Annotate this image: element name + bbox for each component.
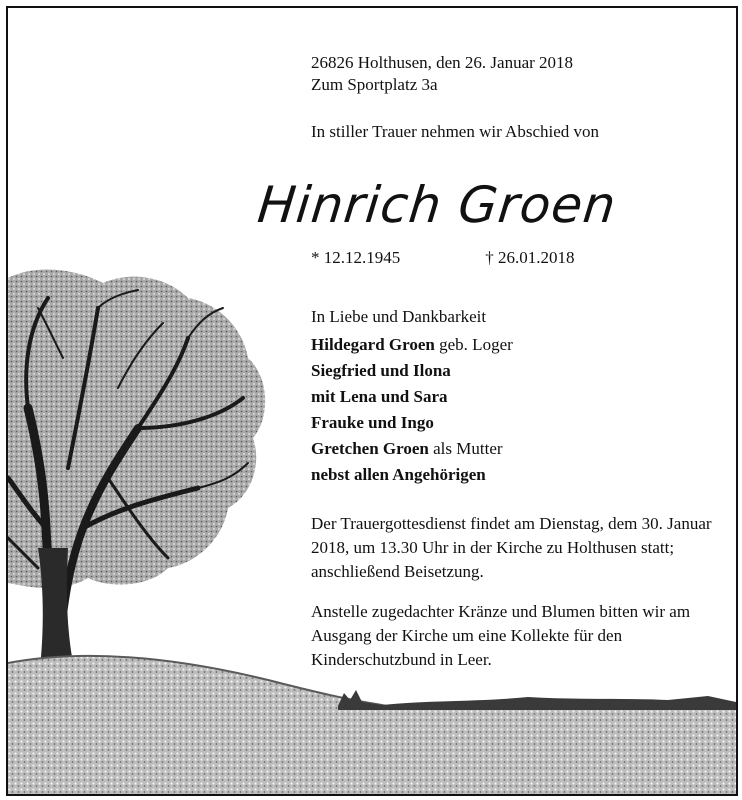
location-date: 26826 Holthusen, den 26. Januar 2018 [311, 53, 574, 72]
meadow [8, 656, 736, 794]
mourner-line: Hildegard Groen geb. Loger [311, 335, 513, 354]
family-intro: In Liebe und Dankbarkeit [311, 307, 487, 326]
mourner-line: mit Lena und Sara [311, 387, 448, 406]
death-date: † 26.01.2018 [485, 248, 575, 267]
mourner-line: nebst allen Angehörigen [311, 465, 486, 484]
life-dates [311, 248, 575, 268]
distant-treeline [338, 690, 736, 710]
donation-request-text: Anstelle zugedachter Kränze und Blumen bitten wir am Ausgang der Kirche um eine Kollekte für den Kinderschutzbund in Leer. [311, 602, 691, 669]
mourners-list [311, 304, 513, 488]
mourner-line: Frauke und Ingo [311, 413, 434, 432]
birth-date: * 12.12.1945 [311, 248, 401, 267]
deceased-name: Hinrich Groen [254, 176, 620, 234]
mourner-line: Siegfried und Ilona [311, 361, 451, 380]
sender-address [311, 52, 573, 96]
obituary-frame [6, 6, 738, 796]
street-address: Zum Sportplatz 3a [311, 75, 438, 94]
funeral-service-text: Der Trauergottesdienst findet am Dienstag, dem 30. Januar 2018, um 13.30 Uhr in der Kirche zu Holthusen statt; anschließend Beisetzung. [311, 514, 712, 581]
intro-line: In stiller Trauer nehmen wir Abschied von [311, 122, 600, 141]
mourner-line: Gretchen Groen als Mutter [311, 439, 503, 458]
